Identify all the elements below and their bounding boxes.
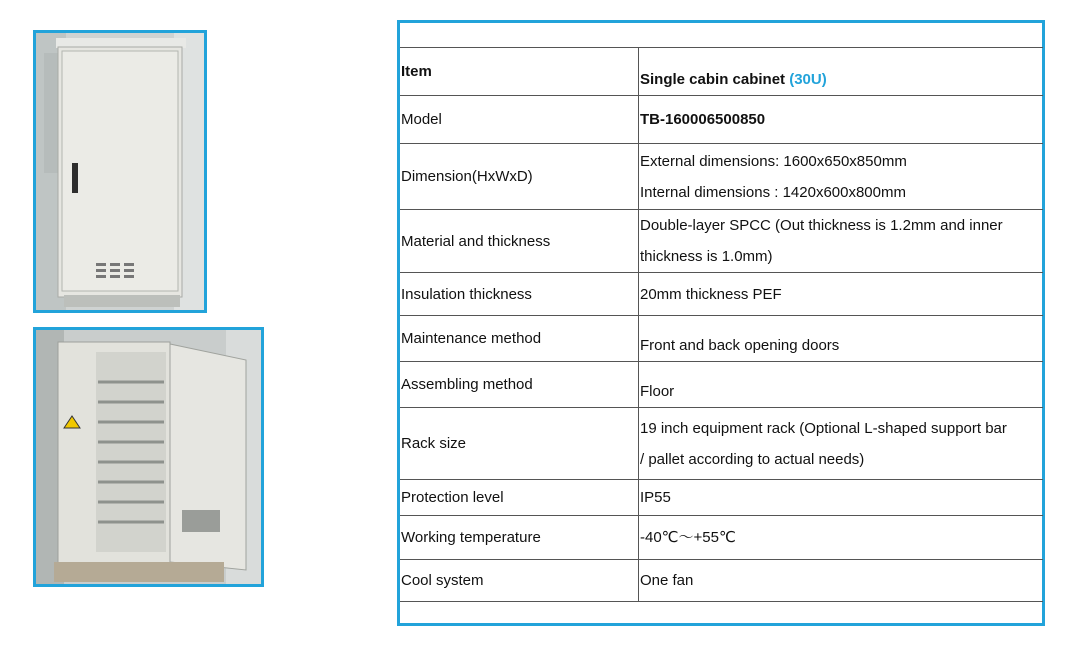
spec-frame [397,20,1045,626]
row-label: Insulation thickness [400,273,639,316]
table-row [400,273,1043,316]
table-row [400,480,1043,516]
table-row [400,560,1043,602]
cabinet-open-photo [33,327,264,587]
material-value [639,210,1044,273]
row-label: Model [400,96,639,144]
rack-size-line-1: 19 inch equipment rack (Optional L-shaped support bar [640,419,1007,437]
material-line-1: Double-layer SPCC (Out thickness is 1.2mm and inner [640,217,1003,234]
row-label: Rack size [400,408,639,480]
table-header-row [400,48,1043,96]
item-header: Item [400,48,639,96]
row-label: Working temperature [400,516,639,560]
row-label: Material and thickness [400,210,639,273]
row-label: Maintenance method [400,316,639,362]
table-row [400,144,1043,210]
row-label: Protection level [400,480,639,516]
rack-size-value [639,408,1044,480]
model-value: TB-160006500850 [639,96,1044,144]
cabinet-type-text: Single cabin cabinet [640,71,786,88]
table-row [400,516,1043,560]
row-label: Cool system [400,560,639,602]
material-line-2: thickness is 1.0mm) [640,248,773,265]
external-dimensions: External dimensions: 1600x650x850mm [640,152,907,170]
protection-value: IP55 [639,480,1044,516]
cabinet-type-header [639,48,1044,96]
assembling-value: Floor [639,362,1044,408]
dimension-value [639,144,1044,210]
insulation-value: 20mm thickness PEF [639,273,1044,316]
spec-table [400,47,1043,602]
cool-system-value: One fan [639,560,1044,602]
row-label: Assembling method [400,362,639,408]
table-row [400,316,1043,362]
table-row [400,96,1043,144]
table-row [400,408,1043,480]
temperature-value: -40℃～+55℃ [639,516,1044,560]
cabinet-size-text: (30U) [789,71,827,88]
row-label: Dimension(HxWxD) [400,144,639,210]
rack-size-line-2: / pallet according to actual needs) [640,450,865,468]
table-row [400,210,1043,273]
internal-dimensions: Internal dimensions : 1420x600x800mm [640,183,906,201]
maintenance-value: Front and back opening doors [639,316,1044,362]
cabinet-closed-photo [33,30,207,313]
table-row [400,362,1043,408]
